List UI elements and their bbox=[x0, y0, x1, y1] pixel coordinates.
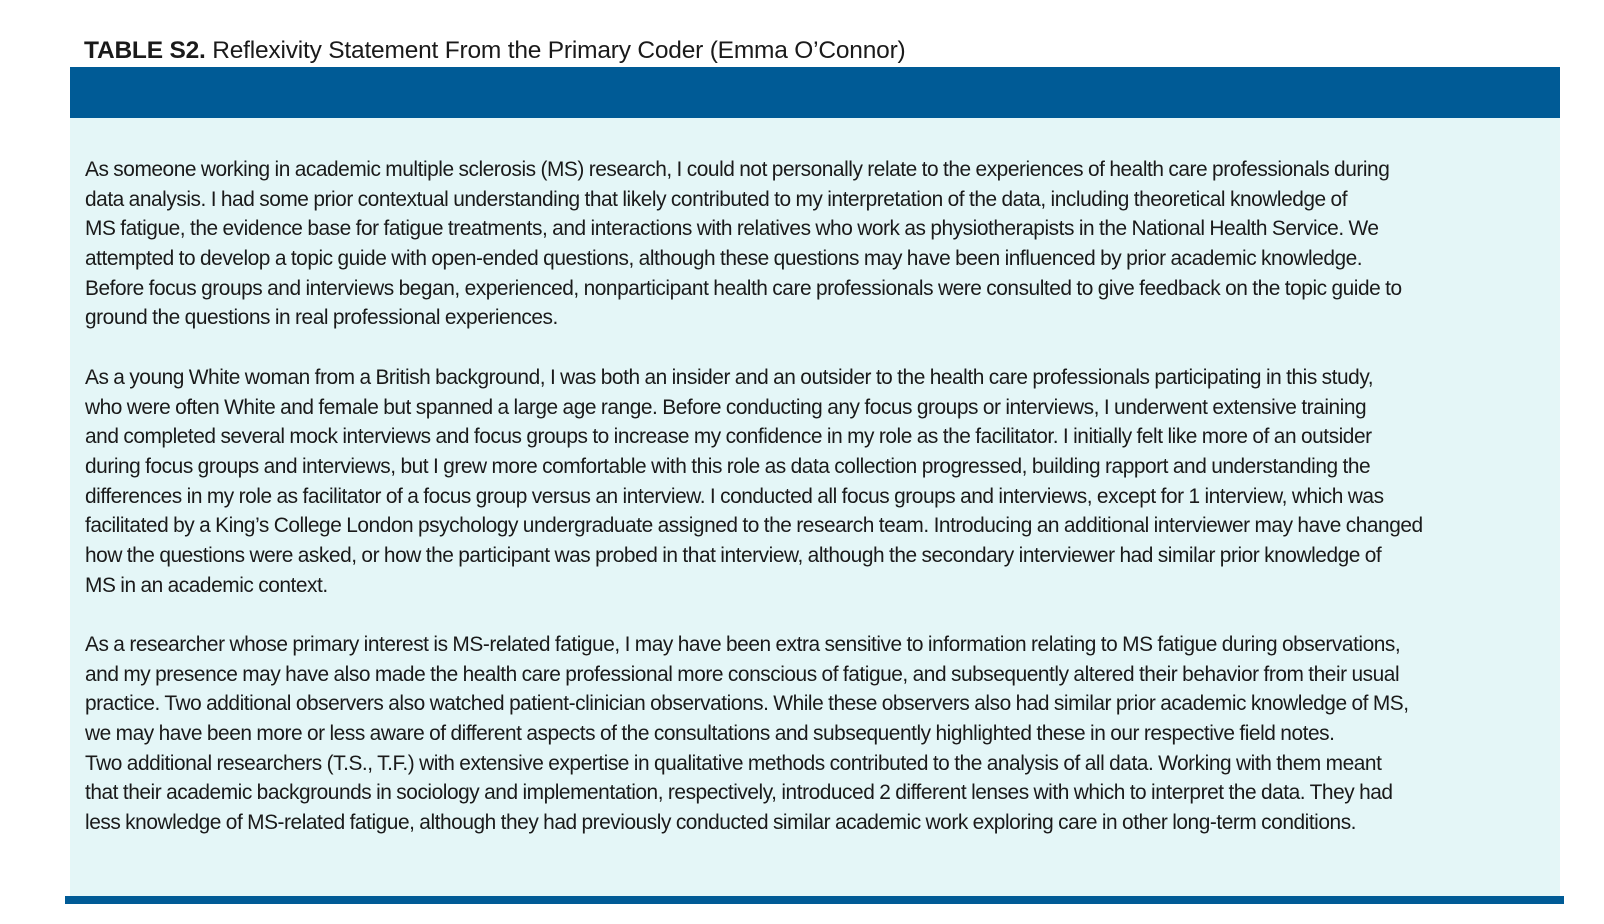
table-title-text: Reflexivity Statement From the Primary Coder (Emma O’Connor) bbox=[212, 37, 906, 64]
paragraph-line: data analysis. I had some prior contextual understanding that likely contributed to my interpretation of the data, including theoretical knowledge of bbox=[85, 187, 1348, 211]
paragraph-line: As a young White woman from a British background, I was both an insider and an outsider to the health care professionals participating in this study, bbox=[85, 365, 1374, 389]
paragraph-line: differences in my role as facilitator of a focus group versus an interview. I conducted all focus groups and interviews, except for 1 interview, which was bbox=[85, 484, 1384, 508]
paragraph-3 bbox=[85, 630, 1555, 838]
paragraph-line: As someone working in academic multiple sclerosis (MS) research, I could not personally relate to the experiences of health care professionals during bbox=[85, 158, 1390, 181]
paragraph-line: who were often White and female but spanned a large age range. Before conducting any focus groups or interviews, I underwent extensive training bbox=[85, 395, 1367, 419]
paragraph-spacer bbox=[85, 333, 1555, 363]
paragraph-line: and my presence may have also made the health care professional more conscious of fatigue, and subsequently altered their behavior from their usual bbox=[85, 662, 1400, 686]
paragraph-line: how the questions were asked, or how the participant was probed in that interview, although the secondary interviewer had similar prior knowledge of bbox=[85, 543, 1382, 567]
paragraph-spacer bbox=[85, 600, 1555, 630]
paragraph-line: during focus groups and interviews, but I grew more comfortable with this role as data collection progressed, building rapport and understanding the bbox=[85, 454, 1371, 478]
paragraph-line: MS fatigue, the evidence base for fatigue treatments, and interactions with relatives who work as physiotherapists in the National Health Service. We bbox=[85, 217, 1379, 241]
paragraph-line: and completed several mock interviews and focus groups to increase my confidence in my role as the facilitator. I initially felt like more of an outsider bbox=[85, 425, 1372, 449]
paragraph-line: practice. Two additional observers also watched patient-clinician observations. While these observers also had similar prior academic knowledge of MS, bbox=[85, 692, 1409, 716]
paragraph-2 bbox=[85, 363, 1555, 601]
paragraph-line: that their academic backgrounds in sociology and implementation, respectively, introduced 2 different lenses with which to interpret the data. They had bbox=[85, 781, 1393, 805]
paragraph-line: Two additional researchers (T.S., T.F.) with extensive expertise in qualitative methods contributed to the analysis of all data. Working with them meant bbox=[85, 751, 1382, 775]
table-header-bar bbox=[70, 67, 1560, 118]
table-title bbox=[84, 34, 905, 68]
paragraph-line: we may have been more or less aware of different aspects of the consultations and subsequently highlighted these in our respective field notes. bbox=[85, 722, 1335, 746]
table-bottom-rule bbox=[65, 896, 1564, 904]
reflexivity-statement bbox=[85, 155, 1555, 838]
paragraph-line: MS in an academic context. bbox=[85, 573, 328, 597]
paragraph-line: ground the questions in real professional experiences. bbox=[85, 306, 558, 330]
paragraph-line: As a researcher whose primary interest is MS-related fatigue, I may have been extra sensitive to information relating to MS fatigue during observations, bbox=[85, 633, 1401, 656]
paragraph-line: attempted to develop a topic guide with open-ended questions, although these questions may have been influenced by prior academic knowledge. bbox=[85, 247, 1363, 271]
table-label: TABLE S2. bbox=[84, 37, 206, 64]
paragraph-1 bbox=[85, 155, 1555, 333]
paragraph-line: less knowledge of MS-related fatigue, although they had previously conducted similar academic work exploring care in other long-term conditions. bbox=[85, 811, 1357, 835]
paragraph-line: facilitated by a King’s College London psychology undergraduate assigned to the research team. Introducing an additional interviewer may have changed bbox=[85, 514, 1423, 538]
paragraph-line: Before focus groups and interviews began, experienced, nonparticipant health care professionals were consulted to give feedback on the topic guide to bbox=[85, 276, 1402, 300]
